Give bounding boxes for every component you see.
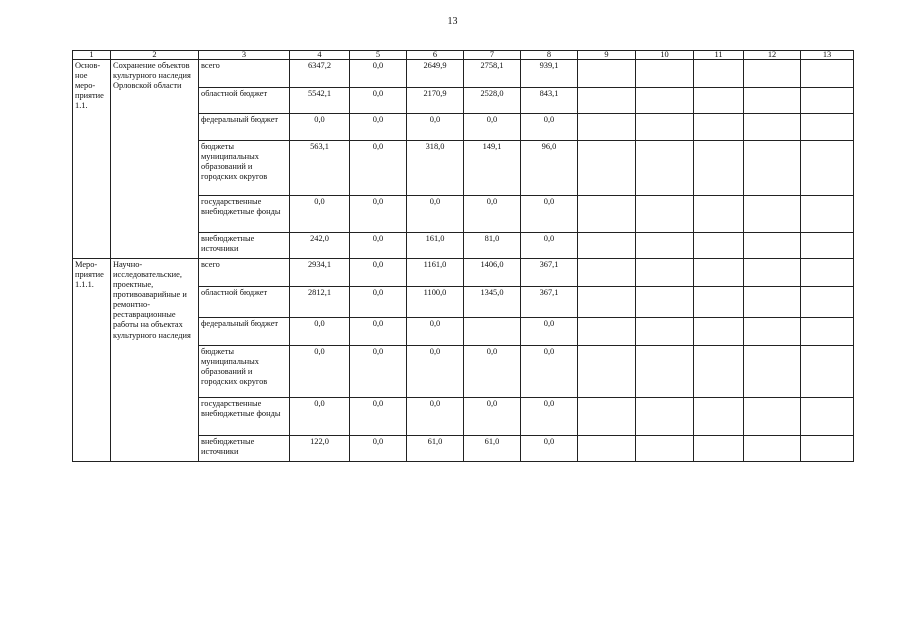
empty-cell	[694, 114, 744, 141]
measure-name: Сохранение объектов культурного наследия Орловской области	[111, 60, 199, 259]
empty-cell	[578, 233, 636, 259]
amount-cell: 122,0	[290, 436, 350, 462]
amount-cell: 0,0	[350, 88, 407, 114]
empty-cell	[578, 88, 636, 114]
empty-cell	[694, 318, 744, 346]
column-number: 6	[407, 51, 464, 60]
amount-cell: 0,0	[350, 318, 407, 346]
amount-cell: 0,0	[290, 114, 350, 141]
amount-cell: 0,0	[521, 233, 578, 259]
column-number: 11	[694, 51, 744, 60]
amount-cell: 0,0	[407, 196, 464, 233]
column-number: 5	[350, 51, 407, 60]
column-number: 2	[111, 51, 199, 60]
empty-cell	[801, 233, 854, 259]
funding-source: областной бюджет	[199, 88, 290, 114]
empty-cell	[801, 346, 854, 398]
empty-cell	[636, 141, 694, 196]
amount-cell: 5542,1	[290, 88, 350, 114]
column-number-row	[73, 51, 854, 60]
amount-cell: 0,0	[521, 436, 578, 462]
amount-cell: 0,0	[464, 346, 521, 398]
amount-cell: 1406,0	[464, 259, 521, 287]
empty-cell	[744, 88, 801, 114]
page-number: 13	[447, 16, 458, 27]
column-number: 4	[290, 51, 350, 60]
measure-name: Научно-исследовательские, проектные, противоаварийные и ремонтно-реставрационные работы на объектах культурного наследия	[111, 259, 199, 462]
amount-cell: 0,0	[464, 114, 521, 141]
empty-cell	[694, 259, 744, 287]
funding-source: всего	[199, 60, 290, 88]
amount-cell: 0,0	[464, 196, 521, 233]
empty-cell	[636, 436, 694, 462]
empty-cell	[636, 114, 694, 141]
empty-cell	[694, 398, 744, 436]
amount-cell: 6347,2	[290, 60, 350, 88]
amount-cell: 0,0	[350, 398, 407, 436]
amount-cell: 0,0	[521, 318, 578, 346]
empty-cell	[801, 88, 854, 114]
empty-cell	[744, 287, 801, 318]
amount-cell: 0,0	[407, 318, 464, 346]
amount-cell: 149,1	[464, 141, 521, 196]
empty-cell	[801, 60, 854, 88]
empty-cell	[694, 88, 744, 114]
empty-cell	[578, 346, 636, 398]
budget-table	[72, 50, 854, 462]
empty-cell	[636, 60, 694, 88]
amount-cell: 0,0	[407, 346, 464, 398]
measure-title: Основ-ное меро-приятие 1.1.	[73, 60, 111, 259]
empty-cell	[636, 346, 694, 398]
amount-cell: 0,0	[350, 60, 407, 88]
amount-cell: 0,0	[407, 114, 464, 141]
amount-cell: 0,0	[350, 259, 407, 287]
measure-title: Меро-приятие 1.1.1.	[73, 259, 111, 462]
column-number: 7	[464, 51, 521, 60]
empty-cell	[744, 318, 801, 346]
column-number: 8	[521, 51, 578, 60]
amount-cell: 0,0	[464, 398, 521, 436]
amount-cell: 563,1	[290, 141, 350, 196]
empty-cell	[636, 196, 694, 233]
amount-cell: 1345,0	[464, 287, 521, 318]
empty-cell	[801, 287, 854, 318]
amount-cell: 1100,0	[407, 287, 464, 318]
empty-cell	[636, 88, 694, 114]
funding-source: областной бюджет	[199, 287, 290, 318]
amount-cell: 843,1	[521, 88, 578, 114]
empty-cell	[578, 141, 636, 196]
column-number: 10	[636, 51, 694, 60]
amount-cell: 2528,0	[464, 88, 521, 114]
amount-cell: 0,0	[350, 141, 407, 196]
column-number: 13	[801, 51, 854, 60]
amount-cell: 242,0	[290, 233, 350, 259]
funding-source: всего	[199, 259, 290, 287]
amount-cell: 2812,1	[290, 287, 350, 318]
amount-cell: 0,0	[521, 196, 578, 233]
amount-cell: 0,0	[290, 398, 350, 436]
amount-cell: 318,0	[407, 141, 464, 196]
column-number: 3	[199, 51, 290, 60]
amount-cell: 161,0	[407, 233, 464, 259]
empty-cell	[801, 196, 854, 233]
column-number: 12	[744, 51, 801, 60]
funding-source: государственные внебюджетные фонды	[199, 398, 290, 436]
amount-cell: 367,1	[521, 259, 578, 287]
empty-cell	[744, 436, 801, 462]
column-number: 9	[578, 51, 636, 60]
amount-cell: 2649,9	[407, 60, 464, 88]
amount-cell: 0,0	[407, 398, 464, 436]
empty-cell	[578, 60, 636, 88]
empty-cell	[694, 436, 744, 462]
empty-cell	[744, 60, 801, 88]
empty-cell	[801, 114, 854, 141]
amount-cell: 0,0	[521, 114, 578, 141]
amount-cell: 96,0	[521, 141, 578, 196]
column-number: 1	[73, 51, 111, 60]
empty-cell	[694, 346, 744, 398]
empty-cell	[744, 398, 801, 436]
empty-cell	[801, 318, 854, 346]
empty-cell	[694, 141, 744, 196]
amount-cell: 0,0	[521, 398, 578, 436]
amount-cell: 0,0	[350, 436, 407, 462]
amount-cell: 939,1	[521, 60, 578, 88]
amount-cell: 0,0	[350, 114, 407, 141]
empty-cell	[578, 196, 636, 233]
empty-cell	[636, 398, 694, 436]
funding-source: федеральный бюджет	[199, 114, 290, 141]
empty-cell	[694, 287, 744, 318]
empty-cell	[694, 233, 744, 259]
empty-cell	[578, 398, 636, 436]
empty-cell	[744, 114, 801, 141]
empty-cell	[578, 287, 636, 318]
amount-cell: 0,0	[350, 196, 407, 233]
empty-cell	[744, 259, 801, 287]
funding-source: внебюджетные источники	[199, 436, 290, 462]
empty-cell	[744, 346, 801, 398]
empty-cell	[744, 233, 801, 259]
empty-cell	[636, 287, 694, 318]
amount-cell: 61,0	[407, 436, 464, 462]
amount-cell: 0,0	[350, 346, 407, 398]
amount-cell: 0,0	[290, 346, 350, 398]
empty-cell	[801, 436, 854, 462]
empty-cell	[744, 141, 801, 196]
amount-cell: 367,1	[521, 287, 578, 318]
amount-cell: 81,0	[464, 233, 521, 259]
amount-cell: 0,0	[290, 318, 350, 346]
amount-cell: 2170,9	[407, 88, 464, 114]
empty-cell	[801, 141, 854, 196]
funding-source: бюджеты муниципальных образований и городских округов	[199, 141, 290, 196]
amount-cell: 0,0	[521, 346, 578, 398]
empty-cell	[578, 436, 636, 462]
amount-cell: 1161,0	[407, 259, 464, 287]
empty-cell	[578, 259, 636, 287]
amount-cell: 0,0	[290, 196, 350, 233]
empty-cell	[636, 318, 694, 346]
funding-source: государственные внебюджетные фонды	[199, 196, 290, 233]
amount-cell: 61,0	[464, 436, 521, 462]
funding-source: бюджеты муниципальных образований и городских округов	[199, 346, 290, 398]
empty-cell	[744, 196, 801, 233]
empty-cell	[694, 196, 744, 233]
empty-cell	[801, 259, 854, 287]
amount-cell: 0,0	[350, 287, 407, 318]
empty-cell	[801, 398, 854, 436]
table-row	[73, 259, 854, 287]
empty-cell	[578, 318, 636, 346]
funding-source: федеральный бюджет	[199, 318, 290, 346]
amount-cell: 2758,1	[464, 60, 521, 88]
empty-cell	[694, 60, 744, 88]
empty-cell	[636, 233, 694, 259]
empty-cell	[636, 259, 694, 287]
funding-source: внебюджетные источники	[199, 233, 290, 259]
amount-cell	[464, 318, 521, 346]
empty-cell	[578, 114, 636, 141]
table-row	[73, 60, 854, 88]
amount-cell: 2934,1	[290, 259, 350, 287]
amount-cell: 0,0	[350, 233, 407, 259]
